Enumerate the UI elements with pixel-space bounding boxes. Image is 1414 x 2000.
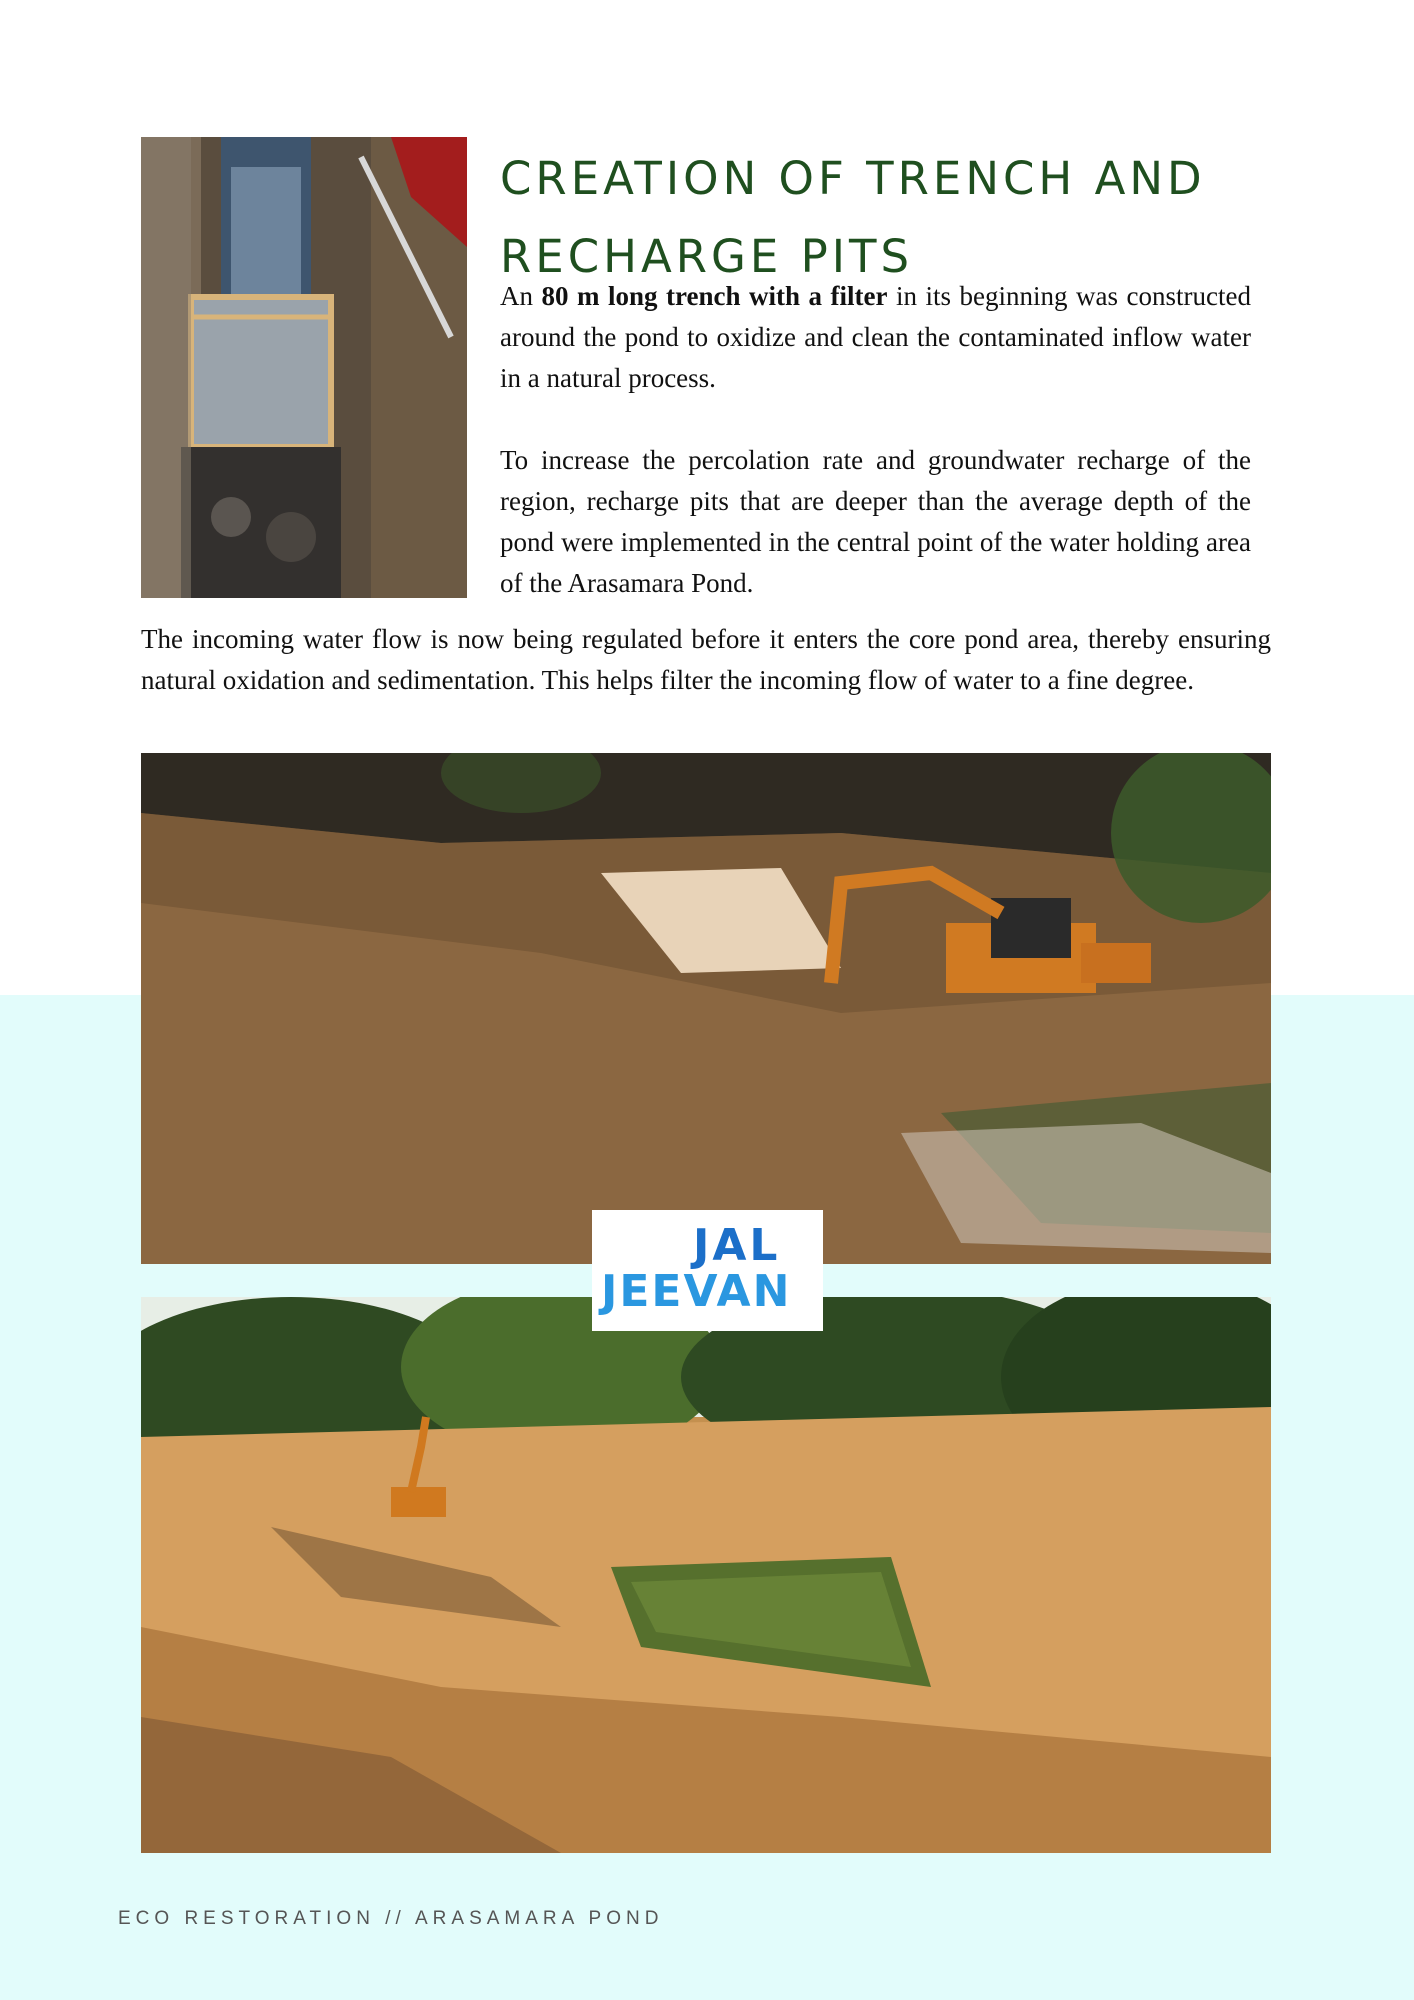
- footer-caption: ECO RESTORATION // ARASAMARA POND: [118, 1908, 664, 1929]
- excavation-photo: [141, 753, 1271, 1264]
- logo-line2: JEEVAN: [601, 1266, 792, 1317]
- trench-paragraph: [500, 276, 1251, 399]
- trench-paragraph-prefix: An: [500, 281, 542, 311]
- trench-paragraph-highlight: 80 m long trench with a filter: [541, 281, 888, 311]
- pond-excavation-photo: [141, 1297, 1271, 1853]
- logo-line1: JAL: [693, 1220, 781, 1271]
- recharge-pits-paragraph: To increase the percolation rate and groundwater recharge of the region, recharge pits that are deeper than the average depth of the pond were implemented in the central point of the water holding area of the Arasamara Pond.: [500, 445, 1251, 598]
- page-title: CREATION OF TRENCH AND RECHARGE PITS: [500, 152, 1206, 283]
- trench-filter-photo: [141, 137, 467, 598]
- trench-paragraph-suffix: in its beginning was constructed around the pond to oxidize and clean the contaminated inflow water in a natural process.: [500, 281, 1251, 393]
- flow-regulation-paragraph: The incoming water flow is now being regulated before it enters the core pond area, thereby ensuring natural oxidation and sedimentation. This helps filter the incoming flow of water to a fine degree.: [141, 624, 1271, 695]
- jal-jeevan-logo: [592, 1210, 823, 1331]
